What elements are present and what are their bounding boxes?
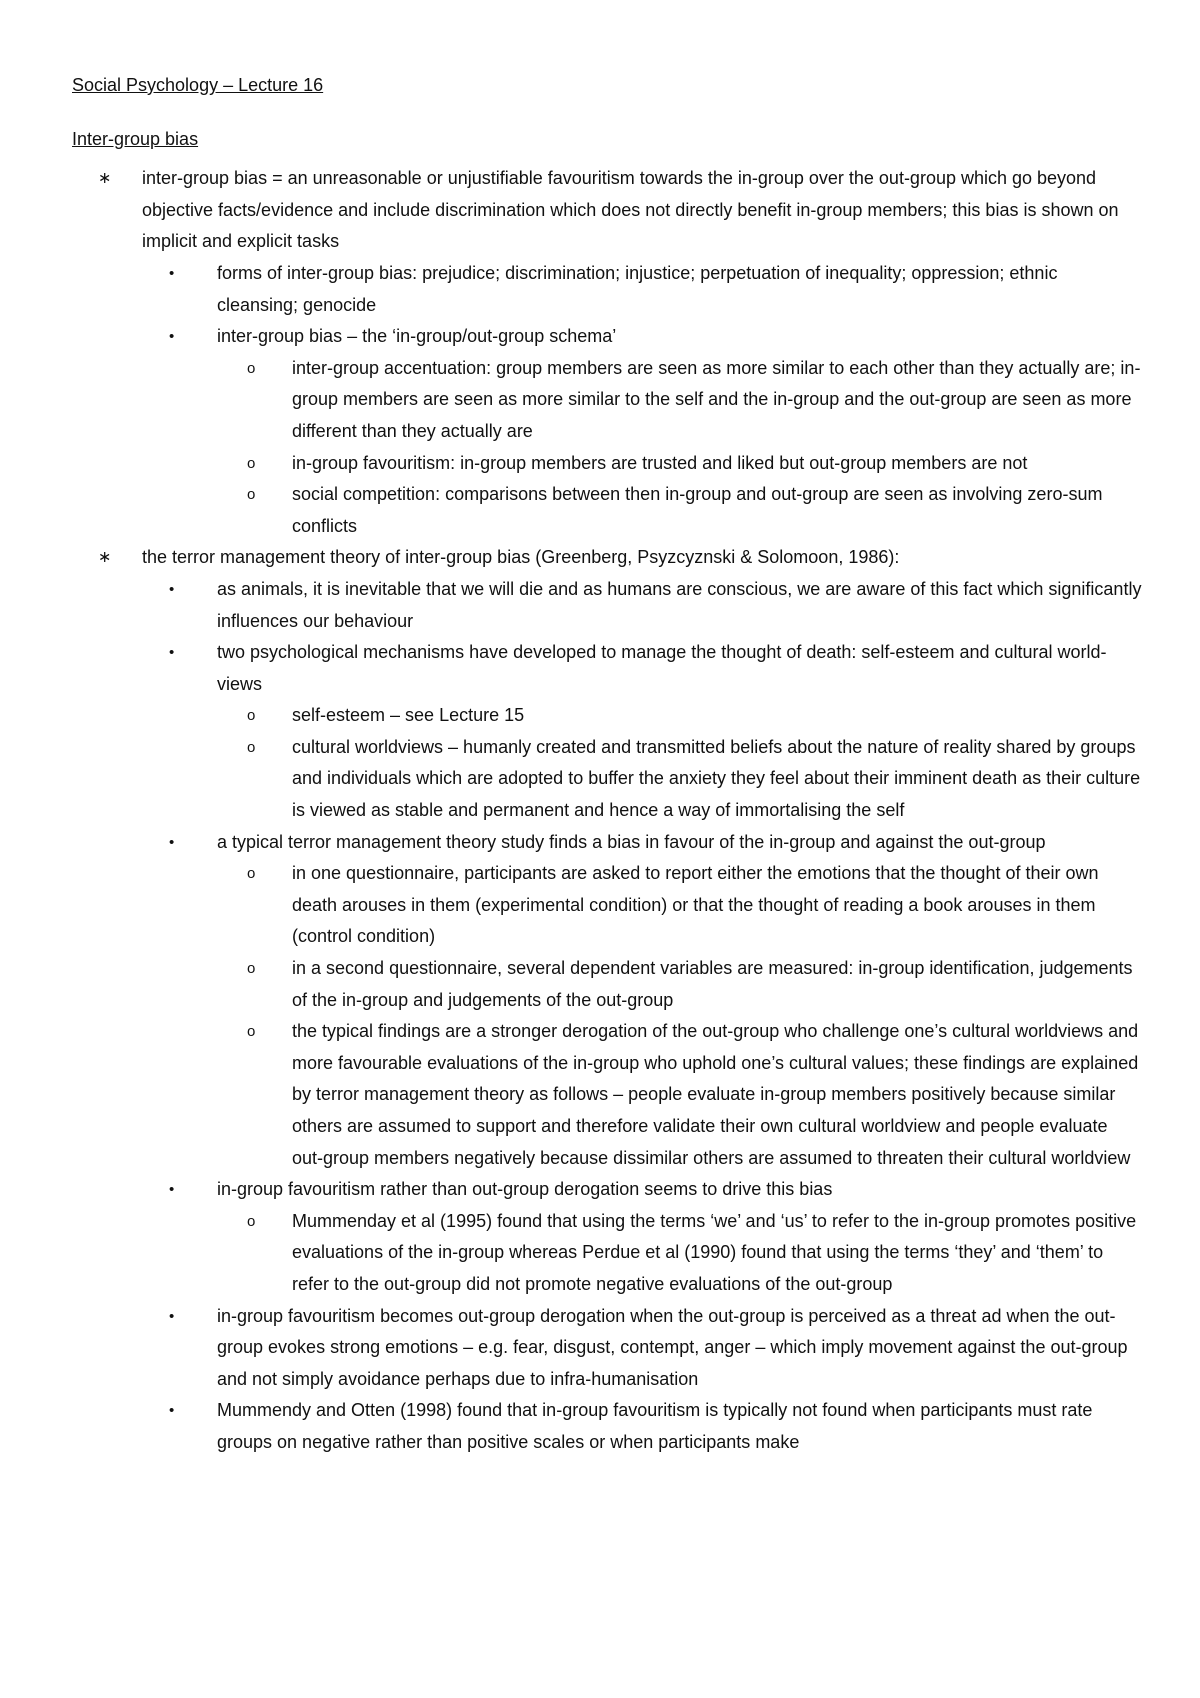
list-item-text: the terror management theory of inter-group bias (Greenberg, Psyzcyznski & Solomoon, 1986):	[142, 547, 900, 568]
bullet-marker: •	[169, 1402, 175, 1420]
bullet-marker: o	[247, 359, 256, 377]
list-item	[217, 732, 1142, 827]
bullet-marker: o	[247, 1212, 256, 1230]
list-item-text: inter-group accentuation: group members are seen as more similar to each other than they actually are; in-group members are seen as more similar to the self and the in-group and the out-group are seen as more different than they actually are	[292, 357, 1141, 441]
bullet-marker: •	[169, 833, 175, 851]
list-item	[217, 479, 1142, 542]
list-item-text: in-group favouritism becomes out-group derogation when the out-group is perceived as a threat ad when the out-group evokes strong emotions – e.g. fear, disgust, contempt, anger – which imply movement against the out-group and not simply avoidance perhaps due to infra-humanisation	[217, 1305, 1128, 1389]
bullet-marker: •	[169, 1181, 175, 1199]
list-item	[217, 353, 1142, 448]
list-item	[142, 258, 1142, 321]
document-body	[72, 70, 1142, 1459]
list-item	[142, 637, 1142, 827]
bullet-marker: •	[169, 1307, 175, 1325]
list-item	[217, 700, 1142, 732]
bullet-marker: o	[247, 960, 256, 978]
list-item	[217, 1016, 1142, 1174]
list-item	[217, 858, 1142, 953]
list-item-text: in-group favouritism rather than out-group derogation seems to drive this bias	[217, 1179, 833, 1200]
list-item-text: Mummendy and Otten (1998) found that in-group favouritism is typically not found when participants must rate groups on negative rather than positive scales or when participants make	[217, 1400, 1093, 1452]
list-item-text: inter-group bias = an unreasonable or unjustifiable favouritism towards the in-group over the out-group which go beyond objective facts/evidence and include discrimination which does not directly benefit in-group members; this bias is shown on implicit and explicit tasks	[142, 168, 1119, 252]
list-item-text: Mummenday et al (1995) found that using the terms ‘we’ and ‘us’ to refer to the in-group promotes positive evaluations of the in-group whereas Perdue et al (1990) found that using the terms ‘they’ and ‘them’ to refer to the out-group did not promote negative evaluations of the out-group	[292, 1210, 1137, 1294]
bullet-marker: o	[247, 865, 256, 883]
bullet-marker: •	[169, 264, 175, 282]
list-item-text: as animals, it is inevitable that we will die and as humans are conscious, we are aware of this fact which significantly influences our behaviour	[217, 578, 1142, 631]
bullet-marker: ∗	[98, 170, 112, 188]
sub-list	[72, 258, 1142, 542]
list-item-text: inter-group bias – the ‘in-group/out-group schema’	[217, 326, 617, 347]
list-item	[72, 163, 1142, 542]
list-item	[142, 1174, 1142, 1300]
bullet-marker: ∗	[98, 549, 112, 567]
bullet-marker: •	[169, 644, 175, 662]
list-item-text: cultural worldviews – humanly created and transmitted beliefs about the nature of reality shared by groups and individuals which are adopted to buffer the anxiety they feel about their imminent death as their culture is viewed as stable and permanent and hence a way of immortalising the self	[292, 736, 1141, 821]
list-item-text: self-esteem – see Lecture 15	[292, 705, 525, 726]
list-item-text: the typical findings are a stronger derogation of the out-group who challenge one’s cultural worldviews and more favourable evaluations of the in-group who uphold one’s cultural values; these findings are explained by terror management theory as follows – people evaluate in-group members positively because similar others are assumed to support and therefore validate their own cultural worldview and people evaluate out-group members negatively because dissimilar others are assumed to threaten their cultural worldview	[292, 1021, 1139, 1168]
bullet-marker: o	[247, 1023, 256, 1041]
sub-list	[217, 858, 1142, 1174]
list-item	[217, 448, 1142, 480]
list-item	[142, 1301, 1142, 1396]
sub-list	[217, 1206, 1142, 1301]
list-item-text: a typical terror management theory study finds a bias in favour of the in-group and against the out-group	[217, 831, 1046, 852]
bullet-marker: •	[169, 328, 175, 346]
bullet-marker: o	[247, 738, 256, 756]
bullet-marker: o	[247, 486, 256, 504]
list-item-text: forms of inter-group bias: prejudice; discrimination; injustice; perpetuation of inequality; oppression; ethnic cleansing; genocide	[217, 262, 1058, 315]
section-heading: Inter-group bias	[72, 128, 199, 149]
list-item-text: in one questionnaire, participants are asked to report either the emotions that the thought of their own death arouses in them (experimental condition) or that the thought of reading a book arouses in them (control condition)	[292, 863, 1099, 947]
list-item-text: in-group favouritism: in-group members are trusted and liked but out-group members are not	[292, 452, 1028, 473]
list-item	[142, 321, 1142, 542]
sub-list	[217, 700, 1142, 826]
bullet-marker: •	[169, 580, 175, 598]
list-item	[142, 574, 1142, 637]
list-item	[142, 1395, 1142, 1458]
list-item-text: in a second questionnaire, several dependent variables are measured: in-group identification, judgements of the in-group and judgements of the out-group	[292, 958, 1133, 1010]
bullet-marker: o	[247, 707, 256, 725]
sub-list	[72, 574, 1142, 1459]
list-item-text: social competition: comparisons between then in-group and out-group are seen as involving zero-sum conflicts	[292, 484, 1103, 536]
list-item	[217, 953, 1142, 1016]
list-item	[142, 827, 1142, 1175]
list-item-text: two psychological mechanisms have developed to manage the thought of death: self-esteem and cultural world-views	[217, 642, 1107, 694]
bullet-marker: o	[247, 454, 256, 472]
sub-list	[217, 353, 1142, 543]
page-title: Social Psychology – Lecture 16	[72, 75, 324, 95]
outline-list	[72, 163, 1142, 1458]
list-item	[72, 542, 1142, 1458]
list-item	[217, 1206, 1142, 1301]
